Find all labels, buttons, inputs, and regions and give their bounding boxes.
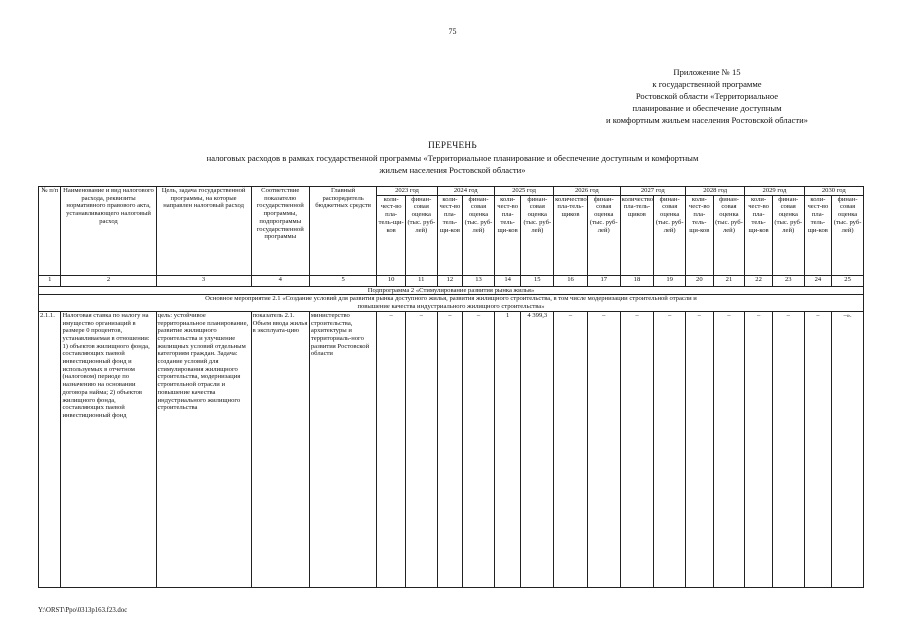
appendix-line: к государственной программе: [652, 79, 762, 89]
row-value: –: [554, 311, 588, 587]
header-fin: финан-совая оценка (тыс. руб-лей): [713, 195, 745, 275]
column-numbers-row: [39, 275, 864, 286]
row-value: 1: [494, 311, 521, 587]
appendix-line: Ростовской области «Территориальное: [635, 91, 779, 101]
column-number: 24: [804, 275, 832, 286]
header-qty: коли-чест-во пла-тель-щи-ков: [494, 195, 521, 275]
header-indicator: Соответствие показателю государственной программы, подпрограммы государственной программы: [251, 187, 309, 276]
row-value: –: [437, 311, 463, 587]
header-year: 2030 год: [804, 187, 863, 196]
column-number: 11: [405, 275, 437, 286]
header-fin: финан-совая оценка (тыс. руб-лей): [521, 195, 554, 275]
row-value: –: [772, 311, 804, 587]
row-tax-name: Налоговая ставка по налогу на имущество организаций в размере 0 процентов, устанавливаемая в отношении: 1) объектов жилищного фонда, составляющих паевой инвестиционный фонд и используемых в отчетном (налоговом) периоде по назначению на основании договора найма; 2) объектов жилищного фонда, составляющих паевой инвестиционный фонд: [61, 311, 156, 587]
table-row: [39, 311, 864, 587]
header-admin: Главный распорядитель бюджетных средств: [309, 187, 376, 276]
column-number: 2: [61, 275, 156, 286]
row-value: –: [587, 311, 620, 587]
header-year: 2023 год: [377, 187, 437, 196]
document-subtitle: налоговых расходов в рамках государственной программы «Территориальное планирование и обеспечение доступным и комфортным жильем населения Ростовской области»: [206, 153, 699, 175]
file-path-footer: Y:\ORST\Ppo\0313p163.f23.doc: [38, 607, 128, 614]
header-qty: коли-чест-во пла-тель-щи-ков: [804, 195, 832, 275]
column-number: 10: [377, 275, 406, 286]
appendix-line: Приложение № 15: [673, 67, 741, 77]
column-number: 23: [772, 275, 804, 286]
row-value: –: [745, 311, 773, 587]
row-value: –: [620, 311, 654, 587]
header-fin: финан-совая оценка (тыс. руб-лей): [832, 195, 864, 275]
column-number: 25: [832, 275, 864, 286]
column-number: 12: [437, 275, 463, 286]
header-qty: коли-чест-во пла-тель-щи-ков: [377, 195, 406, 275]
header-qty: коли-чест-во пла-тель-щи-ков: [437, 195, 463, 275]
row-goal: цель: устойчивое территориальное планирование, развитие жилищного строительства и улучшение жилищных условий отдельным категориям граждан. Задача: создание условий для стимулирования жилищного строительства, модернизация строительной отрасли и повышение качества индустриального жилищного строительства: [156, 311, 251, 587]
row-indicator: показатель 2.1. Объем ввода жилья в эксплуата-цию: [251, 311, 309, 587]
row-value: –: [713, 311, 745, 587]
header-year: 2027 год: [620, 187, 685, 196]
header-qty: коли-чест-во пла-тель-щи-ков: [686, 195, 714, 275]
header-fin: финан-совая оценка (тыс. руб-лей): [405, 195, 437, 275]
column-number: 3: [156, 275, 251, 286]
column-number: 1: [39, 275, 61, 286]
row-value: –: [463, 311, 495, 587]
row-value: –: [405, 311, 437, 587]
row-value: –: [654, 311, 686, 587]
row-value: –: [377, 311, 406, 587]
header-year: 2025 год: [494, 187, 553, 196]
header-year: 2028 год: [686, 187, 745, 196]
column-number: 19: [654, 275, 686, 286]
row-value: –».: [832, 311, 864, 587]
column-number: 4: [251, 275, 309, 286]
document-title: ПЕРЕЧЕНЬ: [428, 140, 477, 150]
column-number: 13: [463, 275, 495, 286]
header-fin: финан-совая оценка (тыс. руб-лей): [772, 195, 804, 275]
row-value: 4 399,3: [521, 311, 554, 587]
row-number: 2.1.1.: [39, 311, 61, 587]
column-number: 16: [554, 275, 588, 286]
header-qty: количество пла-тель-щиков: [620, 195, 654, 275]
main-event-row: Основное мероприятие 2.1 «Создание условий для развития рынка доступного жилья, развития жилищного строительства, в том числе модернизации строительной отрасли и повышение качества индустриального жилищного строительства»: [39, 295, 864, 311]
page-number: 75: [448, 27, 457, 36]
header-name: Наименование и вид налогового расхода, реквизиты нормативного правового акта, устанавливающего налоговый расход: [61, 187, 156, 276]
column-number: 18: [620, 275, 654, 286]
header-num: № п/п: [39, 187, 61, 276]
header-fin: финан-совая оценка (тыс. руб-лей): [654, 195, 686, 275]
column-number: 20: [686, 275, 714, 286]
header-goal: Цель, задача государственной программы, на которые направлен налоговый расход: [156, 187, 251, 276]
header-fin: финан-совая оценка (тыс. руб-лей): [587, 195, 620, 275]
header-fin: финан-совая оценка (тыс. руб-лей): [463, 195, 495, 275]
row-value: –: [686, 311, 714, 587]
column-number: 14: [494, 275, 521, 286]
row-value: –: [804, 311, 832, 587]
row-admin: министерство строительства, архитектуры и территориаль-ного развития Ростовской области: [309, 311, 376, 587]
appendix-line: и комфортным жильем населения Ростовской области»: [606, 115, 808, 125]
header-year: 2026 год: [554, 187, 620, 196]
column-number: 22: [745, 275, 773, 286]
column-number: 15: [521, 275, 554, 286]
subprogram-row: Подпрограмма 2 «Стимулирование развития рынка жилья»: [39, 286, 864, 295]
column-number: 17: [587, 275, 620, 286]
column-number: 21: [713, 275, 745, 286]
header-year: 2024 год: [437, 187, 494, 196]
header-year: 2029 год: [745, 187, 804, 196]
appendix-block: [557, 66, 857, 126]
header-qty: коли-чест-во пла-тель-щи-ков: [745, 195, 773, 275]
appendix-line: планирование и обеспечение доступным: [632, 103, 782, 113]
header-qty: количество пла-тель-щиков: [554, 195, 588, 275]
tax-expenses-table: [38, 186, 864, 588]
column-number: 5: [309, 275, 376, 286]
